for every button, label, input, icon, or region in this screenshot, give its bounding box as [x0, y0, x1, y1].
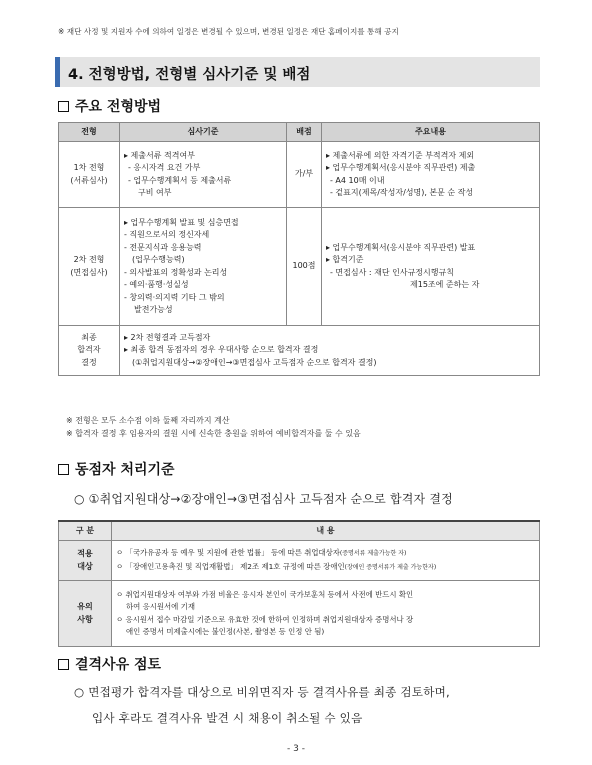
score-cell: 가/부 — [287, 142, 322, 208]
cell-text: (①취업지원대상→②장애인→③면접심사 고득점자 순으로 합격자 결정) — [132, 357, 377, 367]
cell-text: 대상 — [77, 561, 93, 571]
stage-name-cell — [59, 208, 120, 326]
cell-text: - 의사발표의 정확성과 논리성 — [124, 267, 228, 277]
cell-text-small: (장애인 증명서류가 제출 가능한자) — [344, 563, 437, 571]
section-header — [55, 57, 540, 87]
subheading-disqualification — [58, 654, 161, 674]
cell-text: 유의 — [77, 602, 93, 611]
cell-text: (업무수행능력) — [132, 255, 185, 264]
header-cell: 심사기준 — [120, 123, 287, 142]
cell-text: ㅇ 「국가유공자 등 예우 및 지원에 관한 법률」 등에 따른 취업대상자 — [116, 548, 340, 557]
cell-text: - 업무수행계획서 등 제출서류 — [128, 175, 232, 185]
cell-text: ▸ 제출서류 적격여부 — [124, 150, 195, 160]
criteria-cell — [120, 142, 287, 208]
header-cell: 내 용 — [112, 521, 540, 541]
score-cell: 100점 — [287, 208, 322, 326]
cell-text: 애인 증명서 미제출시에는 불인정(사본, 촬영본 등 인정 안 됨) — [126, 627, 325, 636]
header-cell: 전형 — [59, 123, 120, 142]
cell-text: ▸ 업무수행계획서(응시분야 직무관련) 제출 — [326, 163, 476, 172]
cell-text: (면접심사) — [70, 267, 108, 277]
table-row — [59, 142, 540, 208]
cell-text: ㅇ 응시원서 접수 마감일 기준으로 유효한 것에 한하여 인정하며 취업지원대상자 증명서나 장 — [116, 614, 414, 624]
subheading-tie-rules — [58, 459, 175, 479]
cell-text: - 직원으로서의 정신자세 — [124, 230, 210, 239]
cell-text: (서류심사) — [70, 175, 108, 185]
cell-text: - 예의·품행·성실성 — [124, 280, 189, 289]
table-row — [59, 581, 540, 647]
table-row — [59, 208, 540, 326]
cell-text: 사항 — [77, 614, 93, 624]
cell-text: ㅇ 「장애인고용촉진 및 직업재활법」 제2조 제1호 규정에 따른 장애인 — [116, 561, 345, 571]
section-title: 4. 전형방법, 전형별 심사기준 및 배점 — [68, 67, 311, 83]
cell-text: 최종 — [81, 332, 97, 342]
cell-text: ▸ 업무수행계획서(응시분야 직무관련) 발표 — [326, 242, 476, 252]
cell-text: 구비 여부 — [138, 188, 172, 197]
final-decision-cell — [120, 326, 540, 376]
cell-text: - 겉표지(제목/작성자/성명), 본문 순 작성 — [330, 188, 474, 197]
criteria-cell — [120, 208, 287, 326]
cell-text: ▸ 업무수행계획 발표 및 심층면접 — [124, 217, 239, 227]
subheading-text: 동점자 처리기준 — [75, 462, 175, 478]
cell-text: 1차 전형 — [73, 163, 105, 172]
content-line — [116, 547, 535, 561]
cell-text: 2차 전형 — [73, 255, 105, 264]
stage-name-cell — [59, 326, 120, 376]
table-row — [59, 541, 540, 581]
cell-text: ㅇ 취업지원대상자 여부와 가점 비율은 응시자 본인이 국가보훈처 등에서 사전에 반드시 확인 — [116, 589, 414, 599]
cell-text: 발전가능성 — [134, 305, 173, 314]
row-content-cell — [112, 541, 540, 581]
content-cell — [322, 208, 540, 326]
cell-text-small: (증명서류 제출가능한 자) — [339, 550, 407, 557]
note-line: ※ 합격자 결정 후 임용자의 결원 시에 신속한 충원을 위하여 예비합격자를 둘 수 있음 — [66, 429, 361, 438]
cell-text: 적용 — [77, 549, 93, 558]
header-cell: 주요내용 — [322, 123, 540, 142]
cell-text: - 창의력·의지력 기타 그 밖의 — [124, 292, 225, 302]
row-content-cell — [112, 581, 540, 647]
cell-text: 하여 응시원서에 기재 — [126, 602, 195, 611]
cell-text: - 전문지식과 응용능력 — [124, 242, 202, 252]
schedule-note: ※ 재단 사정 및 지원자 수에 의하여 일정은 변경될 수 있으며, 변경된 일정은 재단 홈페이지를 통해 공지 — [58, 27, 399, 36]
table-header-row — [59, 123, 540, 142]
cell-text: ▸ 최종 합격 동점자의 경우 우대사항 순으로 합격자 결정 — [124, 345, 319, 355]
cell-text: 제15조에 준하는 자 — [410, 280, 480, 289]
cell-text: - A4 10매 이내 — [330, 175, 385, 185]
note-line: ※ 전형은 모두 소수점 이하 둘째 자리까지 계산 — [66, 416, 230, 425]
checkbox-square-icon — [58, 101, 69, 112]
cell-text: 결정 — [81, 357, 97, 367]
subheading-main-methods — [58, 96, 161, 116]
subheading-text: 결격사유 점토 — [75, 657, 162, 673]
row-key-cell — [59, 581, 112, 647]
stage-name-cell — [59, 142, 120, 208]
row-key-cell — [59, 541, 112, 581]
header-cell: 배점 — [287, 123, 322, 142]
cell-text: ▸ 2차 전형결과 고득점자 — [124, 332, 211, 342]
checkbox-square-icon — [58, 659, 69, 670]
cell-text: 합격자 — [77, 345, 101, 355]
selection-methods-table — [58, 122, 540, 376]
content-cell — [322, 142, 540, 208]
tie-rules-table — [58, 520, 540, 647]
cell-text: - 면접심사 : 재단 인사규정시행규칙 — [330, 267, 454, 277]
cell-text: - 응시자격 요건 가부 — [128, 163, 201, 172]
table-header-row — [59, 521, 540, 541]
disqualification-text-1: ○ 면접평가 합격자를 대상으로 비위면직자 등 결격사유를 최종 검토하며, — [74, 685, 450, 699]
tie-rule-text: ○ ①취업지원대상→②장애인→③면접심사 고득점자 순으로 합격자 결정 — [74, 492, 453, 506]
table-row — [59, 326, 540, 376]
cell-text: ▸ 제출서류에 의한 자격기준 부적격자 제외 — [326, 150, 475, 160]
checkbox-square-icon — [58, 464, 69, 475]
notes-block — [66, 414, 361, 440]
disqualification-text-2: 입사 후라도 결격사유 발견 시 채용이 취소될 수 있음 — [92, 711, 363, 725]
subheading-text: 주요 전형방법 — [75, 99, 162, 115]
page-number: - 3 - — [287, 744, 305, 754]
header-cell: 구 분 — [59, 521, 112, 541]
content-line — [116, 561, 535, 575]
cell-text: ▸ 합격기준 — [326, 255, 364, 264]
